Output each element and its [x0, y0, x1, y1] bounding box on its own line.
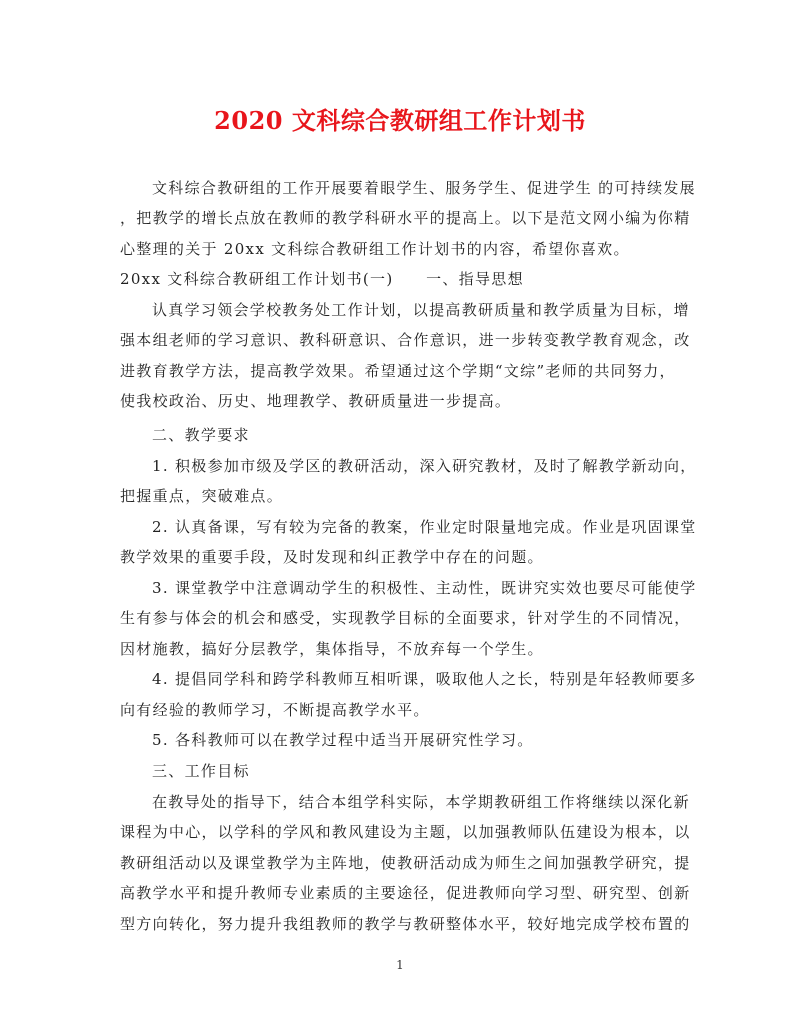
paragraph-line: 把握重点，突破难点。 — [120, 487, 284, 505]
paragraph-line: 教研组活动以及课堂教学为主阵地，使教研活动成为师生之间加强教学研究，提 — [120, 854, 691, 872]
paragraph-line: 4. 提倡同学科和跨学科教师互相听课，吸取他人之长，特别是年轻教师要多 — [152, 670, 697, 688]
paragraph-line: 2. 认真备课，写有较为完备的教案，作业定时限量地完成。作业是巩固课堂 — [152, 518, 697, 536]
paragraph-line: 生有参与体会的机会和感受，实现教学目标的全面要求，针对学生的不同情况， — [120, 609, 691, 627]
paragraph-line: 因材施教，搞好分层教学，集体指导，不放弃每一个学生。 — [120, 640, 544, 658]
paragraph-line: 使我校政治、历史、地理教学、教研质量进一步提高。 — [120, 392, 512, 410]
paragraph-line: 20xx 文科综合教研组工作计划书(一) 一、指导思想 — [120, 270, 524, 288]
paragraph-line: 强本组老师的学习意识、教科研意识、合作意识，进一步转变教学教育观念，改 — [120, 331, 691, 349]
page-number: 1 — [396, 958, 404, 972]
paragraph-line: 1. 积极参加市级及学区的教研活动，深入研究教材，及时了解教学新动向， — [152, 457, 697, 475]
section-heading: 三、工作目标 — [152, 762, 250, 780]
paragraph-line: 在教导处的指导下，结合本组学科实际，本学期教研组工作将继续以深化新 — [152, 793, 690, 811]
document-title: 2020 文科综合教研组工作计划书 — [214, 106, 586, 135]
paragraph-line: 教学效果的重要手段，及时发现和纠正教学中存在的问题。 — [120, 548, 544, 566]
paragraph-line: 5. 各科教师可以在教学过程中适当开展研究性学习。 — [152, 731, 534, 749]
paragraph-line: 向有经验的教师学习，不断提高教学水平。 — [120, 701, 430, 719]
paragraph-line: ，把教学的增长点放在教师的教学科研水平的提高上。以下是范文网小编为你精 — [120, 209, 691, 227]
paragraph-line: 认真学习领会学校教务处工作计划，以提高教研质量和教学质量为目标，增 — [152, 301, 690, 319]
paragraph-line: 3. 课堂教学中注意调动学生的积极性、主动性，既讲究实效也要尽可能使学 — [152, 579, 697, 597]
paragraph-line: 高教学水平和提升教师专业素质的主要途径，促进教师向学习型、研究型、创新 — [120, 884, 691, 902]
paragraph-line: 型方向转化，努力提升我组教师的教学与教研整体水平，较好地完成学校布置的 — [120, 915, 691, 933]
paragraph-line: 课程为中心，以学科的学风和教风建设为主题，以加强教师队伍建设为根本，以 — [120, 823, 691, 841]
paragraph-line: 进教育教学方法，提高教学效果。希望通过这个学期“文综”老师的共同努力， — [120, 362, 676, 380]
paragraph-line: 心整理的关于 20xx 文科综合教研组工作计划书的内容，希望你喜欢。 — [120, 240, 630, 258]
paragraph-line: 文科综合教研组的工作开展要着眼学生、服务学生、促进学生 的可持续发展 — [152, 179, 696, 197]
section-heading: 二、教学要求 — [152, 426, 250, 444]
